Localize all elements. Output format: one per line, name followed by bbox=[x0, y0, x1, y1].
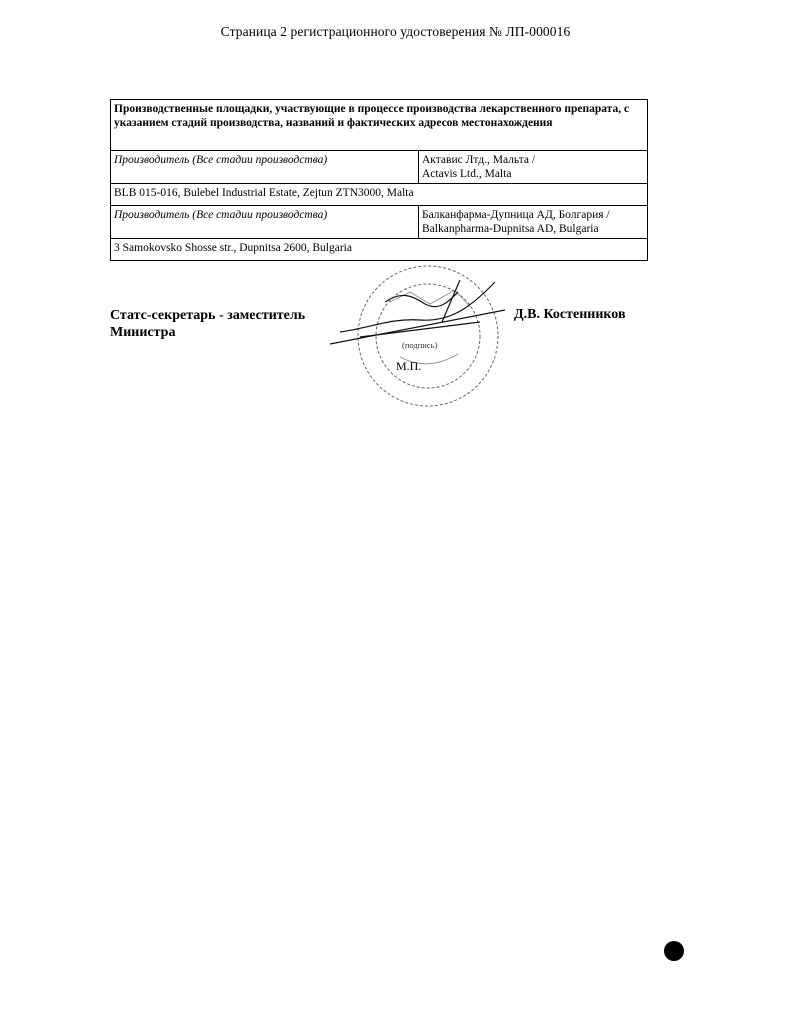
signature-caption: (подпись) bbox=[402, 340, 438, 350]
manufacturer-name-ru: Балканфарма-Дупница АД, Болгария / bbox=[422, 209, 610, 221]
table-heading: Производственные площадки, участвующие в процессе производства лекарственного препарата, с указанием стадий производства, названий и фактических адресов местонахождения bbox=[111, 100, 648, 151]
seal-outer-ring bbox=[358, 266, 498, 406]
manufacturer-name-en: Actavis Ltd., Malta bbox=[422, 168, 512, 180]
manufacturer-row bbox=[111, 151, 648, 184]
signatory-position-line2: Министра bbox=[110, 325, 176, 340]
manufacturer-name-en: Balkanpharma-Dupnitsa AD, Bulgaria bbox=[422, 223, 599, 235]
table-heading-row bbox=[111, 100, 648, 151]
signatory-position bbox=[110, 307, 305, 341]
manufacturer-name-cell bbox=[419, 206, 648, 239]
page-header: Страница 2 регистрационного удостоверения № ЛП-000016 bbox=[220, 24, 571, 39]
manufacturer-name-cell bbox=[419, 151, 648, 184]
address-row bbox=[111, 184, 648, 206]
address-row bbox=[111, 239, 648, 261]
manufacturer-name-ru: Актавис Лтд., Мальта / bbox=[422, 154, 536, 166]
manufacturer-role: Производитель (Все стадии производства) bbox=[111, 206, 419, 239]
manufacturer-role: Производитель (Все стадии производства) bbox=[111, 151, 419, 184]
corner-dot-mark bbox=[664, 941, 684, 961]
official-seal-stamp bbox=[330, 262, 505, 412]
manufacturer-address: BLB 015-016, Bulebel Industrial Estate, Zejtun ZTN3000, Malta bbox=[111, 184, 648, 206]
manufacturer-row bbox=[111, 206, 648, 239]
seal-caption: М.П. bbox=[396, 359, 422, 373]
manufacturer-address: 3 Samokovsko Shosse str., Dupnitsa 2600, Bulgaria bbox=[111, 239, 648, 261]
seal-inner-ring bbox=[376, 284, 480, 388]
signatory-position-line1: Статс-секретарь - заместитель bbox=[110, 308, 306, 323]
signatory-name: Д.В. Костенников bbox=[514, 307, 626, 322]
production-sites-table bbox=[110, 99, 648, 261]
